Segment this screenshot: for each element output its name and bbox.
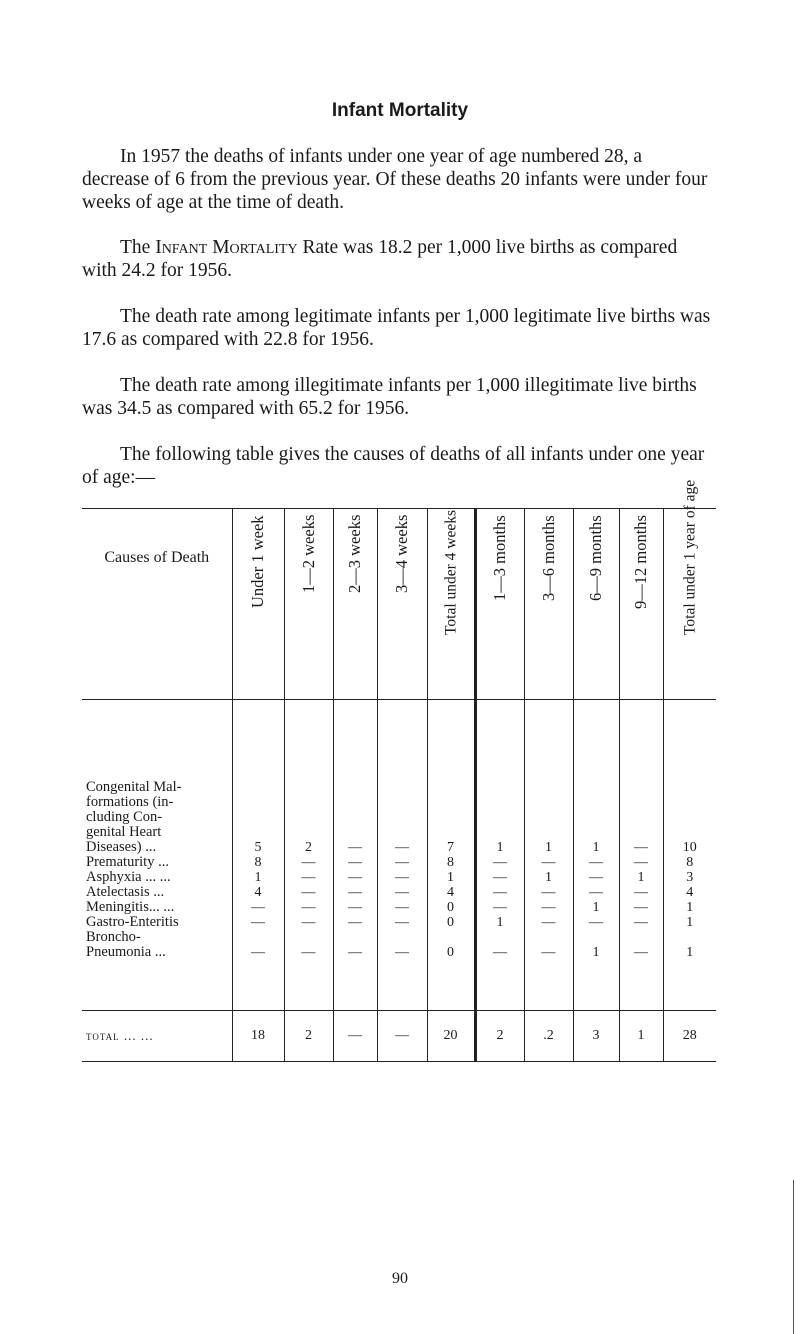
table-cell: 3 (686, 870, 694, 885)
table-cell: — (251, 915, 265, 930)
value-column (573, 700, 619, 1011)
total-cell: 1 (619, 1011, 663, 1062)
table-cell: — (395, 870, 409, 885)
column-header: Total under 4 weeks (427, 509, 475, 700)
total-cell: .2 (524, 1011, 573, 1062)
table-cell: 7 (447, 840, 454, 855)
paragraph-legitimate-rate: The death rate among legitimate infants per 1,000 legitimate live births was 17.6 as compared with 22.8 for 1956. (82, 306, 711, 350)
total-cell: 18 (232, 1011, 284, 1062)
table-cell: — (541, 885, 556, 900)
causes-header: Causes of Death (82, 509, 232, 700)
column-header: Under 1 week (232, 509, 284, 700)
total-label: total ... ... (82, 1011, 232, 1062)
table-cell: — (493, 945, 507, 960)
table-cell: 0 (447, 945, 454, 960)
table-cell: — (395, 885, 409, 900)
table-cell: — (634, 900, 648, 915)
column-header: 1—2 weeks (284, 509, 333, 700)
table-cell: — (251, 900, 265, 915)
total-cell: 28 (663, 1011, 716, 1062)
table-cell: 1 (592, 840, 600, 855)
table-cell: 0 (447, 915, 454, 930)
table-cell: 1 (686, 900, 694, 915)
table-cell: — (589, 870, 603, 885)
causes-column (82, 700, 232, 1011)
scan-edge-line (793, 1180, 794, 1334)
table-cell: — (634, 840, 648, 855)
paragraph-deaths: In 1957 the deaths of infants under one year of age numbered 28, a decrease of 6 from the previous year. Of these deaths 20 infants were under four weeks of age at the time of death. (82, 146, 708, 213)
column-header: 6—9 months (573, 509, 619, 700)
table-cell: 8 (686, 855, 694, 870)
table-cell: — (493, 885, 507, 900)
page-number: 90 (392, 1270, 408, 1287)
cause-prematurity: Prematurity ... (86, 854, 169, 870)
table-cell: 8 (254, 855, 262, 870)
value-column (333, 700, 377, 1011)
cause-broncho-pneumonia: Broncho- Pneumonia ... (86, 929, 166, 960)
table-cell: — (301, 915, 316, 930)
table-cell: 1 (592, 900, 600, 915)
table-cell: 1 (686, 915, 694, 930)
table-cell: 5 (254, 840, 262, 855)
value-column (377, 700, 427, 1011)
total-cell: — (333, 1011, 377, 1062)
column-header: Total under 1 year of age (663, 509, 716, 700)
table-cell: — (541, 945, 556, 960)
causes-of-death-table (82, 479, 716, 1062)
table-cell: 4 (447, 885, 454, 900)
value-column (427, 700, 475, 1011)
table-cell: 1 (686, 945, 694, 960)
value-column (663, 700, 716, 1011)
cause-congenital: Congenital Mal- formations (in- cluding Con- genital Heart Diseases) ... (86, 779, 182, 855)
table-cell: 8 (447, 855, 454, 870)
table-cell: 4 (254, 885, 262, 900)
value-column (232, 700, 284, 1011)
paragraph-illegitimate-rate: The death rate among illegitimate infants per 1,000 illegitimate live births was 34.5 as compared with 65.2 for 1956. (82, 375, 697, 419)
value-column (619, 700, 663, 1011)
table-cell: — (541, 915, 556, 930)
table-cell: — (493, 900, 507, 915)
table-cell: — (634, 945, 648, 960)
total-cell: — (377, 1011, 427, 1062)
total-cell: 20 (427, 1011, 475, 1062)
table-cell: — (634, 855, 648, 870)
table-header-row (82, 509, 716, 700)
cause-gastro-enteritis: Gastro-Enteritis (86, 914, 179, 930)
table-cell: — (634, 885, 648, 900)
table-cell: — (589, 855, 603, 870)
column-header: 3—6 months (524, 509, 573, 700)
cause-asphyxia: Asphyxia ... ... (86, 869, 171, 885)
table-cell: — (589, 915, 603, 930)
table-cell: 1 (592, 945, 600, 960)
table-cell: 1 (496, 915, 504, 930)
table-cell: — (395, 855, 409, 870)
table-cell: — (541, 900, 556, 915)
table-cell: — (301, 870, 316, 885)
table-cell: — (348, 885, 362, 900)
table-cell: 1 (637, 870, 645, 885)
table-cell: — (493, 855, 507, 870)
table-cell: — (301, 945, 316, 960)
table-cell: 0 (447, 900, 454, 915)
table-cell: — (348, 840, 362, 855)
table-cell: — (348, 945, 362, 960)
table-cell: — (301, 855, 316, 870)
paragraph-table-intro: The following table gives the causes of deaths of all infants under one year of age:— (82, 444, 705, 488)
total-row (82, 1011, 716, 1062)
value-column (524, 700, 573, 1011)
table-cell: — (395, 915, 409, 930)
table-body (82, 700, 716, 1011)
paragraph-infant-mortality-rate: The Infant Mortality Rate was 18.2 per 1,000 live births as compared with 24.2 for 1956. (82, 237, 678, 281)
column-header: 3—4 weeks (377, 509, 427, 700)
table-cell: 2 (305, 840, 312, 855)
column-header: 9—12 months (619, 509, 663, 700)
table-cell: 1 (496, 840, 504, 855)
cause-atelectasis: Atelectasis ... (86, 884, 165, 900)
column-header: 1—3 months (475, 509, 524, 700)
table-cell: 4 (686, 885, 694, 900)
value-column (475, 700, 524, 1011)
table-cell: 1 (545, 840, 552, 855)
table-cell: — (395, 945, 409, 960)
table-cell: — (251, 945, 265, 960)
table-cell: — (395, 900, 409, 915)
total-cell: 3 (573, 1011, 619, 1062)
table-cell: 1 (447, 870, 454, 885)
table-cell: — (589, 885, 603, 900)
table-cell: — (348, 855, 362, 870)
table-cell: — (301, 900, 316, 915)
table-cell: — (348, 900, 362, 915)
page-title: Infant Mortality (331, 100, 469, 121)
table-cell: — (634, 915, 648, 930)
cause-meningitis: Meningitis... ... (86, 899, 175, 915)
table-cell: — (348, 870, 362, 885)
table-cell: — (348, 915, 362, 930)
table-cell: — (541, 855, 556, 870)
total-cell: 2 (475, 1011, 524, 1062)
table-cell: — (301, 885, 316, 900)
table-cell: — (493, 870, 507, 885)
table-cell: 1 (254, 870, 262, 885)
value-column (284, 700, 333, 1011)
table-cell: 10 (682, 840, 697, 855)
table-cell: — (395, 840, 409, 855)
column-header: 2—3 weeks (333, 509, 377, 700)
total-cell: 2 (284, 1011, 333, 1062)
table-cell: 1 (545, 870, 552, 885)
